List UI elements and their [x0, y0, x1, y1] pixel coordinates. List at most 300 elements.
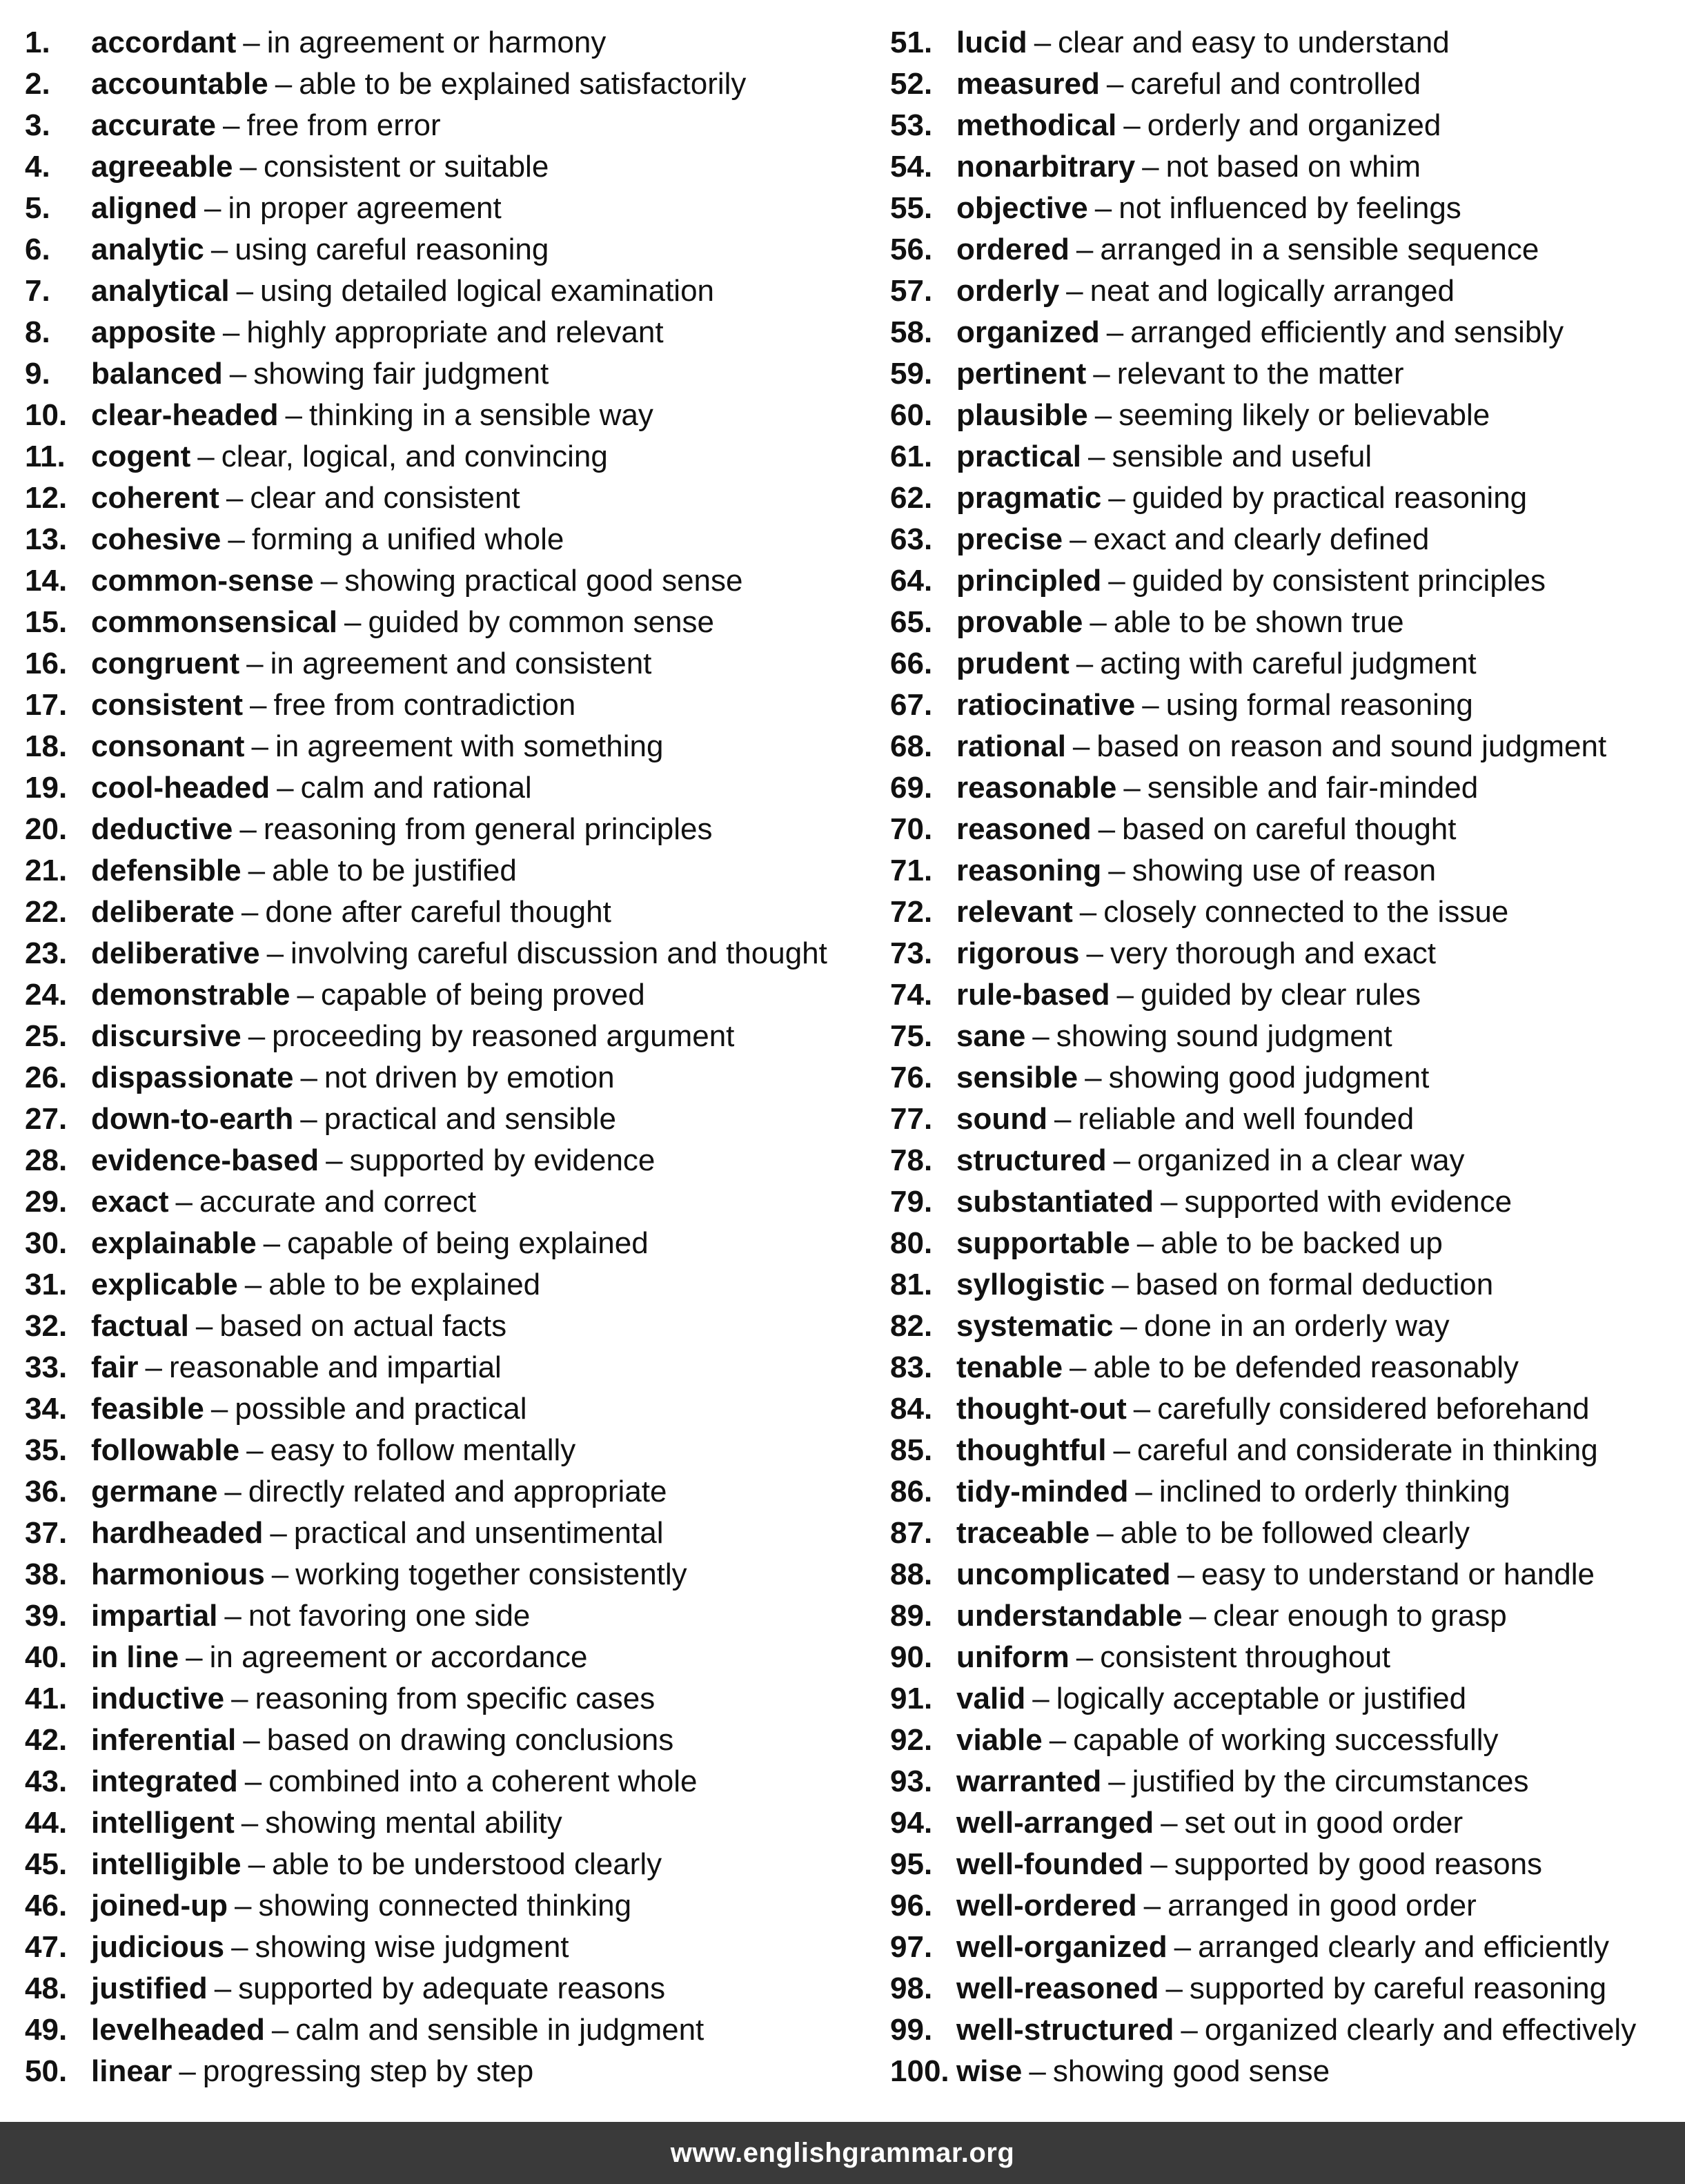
entry-separator: – — [251, 729, 268, 763]
entry-separator: – — [1093, 357, 1110, 391]
entry-separator: – — [1161, 1806, 1178, 1840]
entry-number: 62. — [890, 481, 933, 515]
entry-number: 56. — [890, 233, 933, 266]
list-item — [890, 519, 1677, 560]
entry-separator: – — [243, 1723, 260, 1757]
entry-definition: carefully considered beforehand — [1157, 1392, 1590, 1426]
entry-word: analytical — [91, 274, 230, 308]
entry-definition: practical and unsentimental — [293, 1516, 664, 1550]
entry-word: pragmatic — [956, 481, 1102, 515]
entry-definition: sensible and useful — [1112, 440, 1372, 473]
entry-word: accurate — [91, 108, 217, 142]
entry-word: reasoning — [956, 854, 1102, 887]
entry-word: well-reasoned — [956, 1971, 1159, 2005]
entry-definition: calm and rational — [300, 771, 532, 805]
entry-number: 53. — [890, 108, 933, 142]
entry-definition: involving careful discussion and thought — [290, 936, 827, 970]
list-item — [25, 229, 874, 270]
list-item — [890, 146, 1677, 188]
entry-number: 55. — [890, 191, 933, 225]
entry-definition: not favoring one side — [248, 1599, 531, 1633]
entry-definition: done after careful thought — [265, 895, 611, 929]
entry-separator: – — [197, 440, 215, 473]
entry-word: deliberate — [91, 895, 235, 929]
entry-word: plausible — [956, 398, 1088, 432]
list-item — [890, 2009, 1677, 2051]
entry-word: inferential — [91, 1723, 237, 1757]
list-item — [890, 1099, 1677, 1140]
list-item — [890, 1471, 1677, 1513]
entry-number: 15. — [25, 605, 68, 639]
entry-word: congruent — [91, 647, 240, 680]
entry-number: 83. — [890, 1350, 933, 1384]
entry-separator: – — [263, 1226, 281, 1260]
entry-number: 2. — [25, 67, 50, 101]
list-item — [25, 643, 874, 685]
entry-separator: – — [195, 1309, 213, 1343]
entry-separator: – — [1049, 1723, 1067, 1757]
entry-word: practical — [956, 440, 1081, 473]
entry-number: 90. — [890, 1640, 933, 1674]
list-item — [25, 602, 874, 643]
list-item — [890, 395, 1677, 436]
entry-definition: directly related and appropriate — [248, 1475, 667, 1508]
entry-separator: – — [1076, 1640, 1094, 1674]
entry-word: uniform — [956, 1640, 1070, 1674]
entry-separator: – — [1133, 1392, 1151, 1426]
entry-number: 87. — [890, 1516, 933, 1550]
entry-number: 28. — [25, 1143, 68, 1177]
entry-definition: able to be justified — [272, 854, 517, 887]
entry-word: analytic — [91, 233, 204, 266]
list-item — [25, 395, 874, 436]
entry-word: intelligent — [91, 1806, 235, 1840]
entry-separator: – — [224, 1599, 242, 1633]
entry-number: 80. — [890, 1226, 933, 1260]
entry-number: 6. — [25, 233, 50, 266]
entry-word: feasible — [91, 1392, 204, 1426]
entry-number: 73. — [890, 936, 933, 970]
entry-definition: using detailed logical examination — [260, 274, 715, 308]
entry-word: measured — [956, 67, 1100, 101]
entry-number: 48. — [25, 1971, 68, 2005]
entry-number: 5. — [25, 191, 50, 225]
list-item — [25, 1720, 874, 1761]
list-item — [25, 1595, 874, 1637]
entry-word: sound — [956, 1102, 1047, 1136]
entry-separator: – — [248, 1847, 266, 1881]
list-item — [25, 1678, 874, 1720]
list-item — [890, 1306, 1677, 1347]
entry-number: 47. — [25, 1930, 68, 1964]
list-item — [890, 436, 1677, 478]
list-item — [25, 1554, 874, 1595]
entry-definition: showing fair judgment — [253, 357, 549, 391]
entry-definition: working together consistently — [295, 1557, 687, 1591]
entry-definition: clear, logical, and convincing — [221, 440, 608, 473]
list-item — [890, 643, 1677, 685]
entry-definition: arranged efficiently and sensibly — [1130, 315, 1564, 349]
entry-separator: – — [1123, 108, 1141, 142]
entry-definition: clear and consistent — [250, 481, 520, 515]
entry-word: systematic — [956, 1309, 1114, 1343]
entry-word: uncomplicated — [956, 1557, 1171, 1591]
entry-number: 74. — [890, 978, 933, 1012]
list-item — [890, 1513, 1677, 1554]
entry-separator: – — [1054, 1102, 1072, 1136]
list-item — [25, 1927, 874, 1968]
entry-definition: able to be followed clearly — [1120, 1516, 1470, 1550]
entry-separator: – — [145, 1350, 162, 1384]
entry-separator: – — [271, 1557, 289, 1591]
list-item — [890, 1181, 1677, 1223]
entry-separator: – — [266, 936, 284, 970]
entry-number: 30. — [25, 1226, 68, 1260]
entry-number: 45. — [25, 1847, 68, 1881]
entry-number: 91. — [890, 1682, 933, 1715]
entry-word: linear — [91, 2054, 173, 2088]
list-item — [25, 1181, 874, 1223]
entry-definition: highly appropriate and relevant — [246, 315, 664, 349]
entry-separator: – — [1113, 1143, 1131, 1177]
entry-word: rule-based — [956, 978, 1110, 1012]
entry-word: cohesive — [91, 522, 221, 556]
entry-separator: – — [1085, 1061, 1102, 1094]
entry-number: 10. — [25, 398, 68, 432]
entry-word: justified — [91, 1971, 208, 2005]
entry-definition: showing sound judgment — [1056, 1019, 1392, 1053]
list-item — [25, 1223, 874, 1264]
list-item — [890, 1388, 1677, 1430]
entry-number: 99. — [890, 2013, 933, 2047]
entry-definition: reasoning from general principles — [263, 812, 713, 846]
list-item — [25, 685, 874, 726]
list-item — [890, 1595, 1677, 1637]
entry-definition: based on careful thought — [1122, 812, 1457, 846]
entry-definition: using careful reasoning — [235, 233, 549, 266]
list-item — [25, 2009, 874, 2051]
entry-word: explicable — [91, 1268, 238, 1301]
entry-number: 50. — [25, 2054, 68, 2088]
entry-number: 41. — [25, 1682, 68, 1715]
entry-separator: – — [204, 191, 221, 225]
entry-number: 40. — [25, 1640, 68, 1674]
entry-definition: possible and practical — [235, 1392, 527, 1426]
entry-separator: – — [231, 1682, 248, 1715]
entry-definition: closely connected to the issue — [1103, 895, 1509, 929]
entry-word: deductive — [91, 812, 233, 846]
entry-separator: – — [1066, 274, 1083, 308]
entry-word: intelligible — [91, 1847, 242, 1881]
entry-word: well-ordered — [956, 1889, 1137, 1922]
list-item — [25, 850, 874, 892]
entry-word: factual — [91, 1309, 189, 1343]
entry-separator: – — [300, 1102, 317, 1136]
entry-number: 13. — [25, 522, 68, 556]
entry-number: 92. — [890, 1723, 933, 1757]
entry-separator: – — [1106, 67, 1124, 101]
entry-number: 3. — [25, 108, 50, 142]
entry-word: thought-out — [956, 1392, 1127, 1426]
entry-separator: – — [1032, 1682, 1050, 1715]
list-item — [890, 974, 1677, 1016]
entry-number: 76. — [890, 1061, 933, 1094]
entry-definition: exact and clearly defined — [1093, 522, 1430, 556]
entry-definition: free from error — [246, 108, 441, 142]
entry-number: 78. — [890, 1143, 933, 1177]
entry-word: pertinent — [956, 357, 1087, 391]
entry-word: levelheaded — [91, 2013, 265, 2047]
list-item — [890, 22, 1677, 63]
entry-separator: – — [275, 67, 293, 101]
entry-word: tidy-minded — [956, 1475, 1129, 1508]
entry-word: germane — [91, 1475, 218, 1508]
entry-word: harmonious — [91, 1557, 265, 1591]
entry-number: 39. — [25, 1599, 68, 1633]
list-item — [25, 1637, 874, 1678]
entry-word: commonsensical — [91, 605, 338, 639]
entry-word: dispassionate — [91, 1061, 294, 1094]
entry-separator: – — [248, 1019, 266, 1053]
entry-definition: consistent throughout — [1100, 1640, 1390, 1674]
entry-number: 20. — [25, 812, 68, 846]
entry-separator: – — [231, 1930, 248, 1964]
entry-number: 11. — [25, 440, 66, 473]
entry-word: common-sense — [91, 564, 314, 598]
entry-word: well-organized — [956, 1930, 1167, 1964]
entry-word: sane — [956, 1019, 1026, 1053]
entry-word: syllogistic — [956, 1268, 1105, 1301]
entry-separator: – — [1108, 1764, 1125, 1798]
entry-separator: – — [270, 1516, 287, 1550]
entry-word: in line — [91, 1640, 179, 1674]
entry-definition: supported with evidence — [1184, 1185, 1512, 1219]
entry-word: joined-up — [91, 1889, 228, 1922]
entry-definition: justified by the circumstances — [1132, 1764, 1529, 1798]
entry-number: 85. — [890, 1433, 933, 1467]
entry-definition: organized clearly and effectively — [1204, 2013, 1637, 2047]
entry-number: 57. — [890, 274, 933, 308]
entry-separator: – — [248, 854, 266, 887]
entry-word: supportable — [956, 1226, 1130, 1260]
entry-word: lucid — [956, 26, 1027, 59]
list-item — [25, 146, 874, 188]
entry-number: 16. — [25, 647, 68, 680]
entry-word: tenable — [956, 1350, 1063, 1384]
entry-word: demonstrable — [91, 978, 290, 1012]
list-item — [25, 767, 874, 809]
entry-definition: guided by common sense — [368, 605, 714, 639]
list-item — [890, 1554, 1677, 1595]
entry-definition: based on formal deduction — [1135, 1268, 1494, 1301]
list-item — [25, 974, 874, 1016]
entry-number: 49. — [25, 2013, 68, 2047]
list-item — [890, 685, 1677, 726]
entry-separator: – — [239, 150, 257, 184]
entry-number: 44. — [25, 1806, 68, 1840]
entry-definition: organized in a clear way — [1137, 1143, 1465, 1177]
entry-word: well-founded — [956, 1847, 1144, 1881]
entry-word: methodical — [956, 108, 1117, 142]
entry-definition: logically acceptable or justified — [1056, 1682, 1467, 1715]
entry-separator: – — [300, 1061, 317, 1094]
entry-number: 89. — [890, 1599, 933, 1633]
entry-separator: – — [1123, 771, 1141, 805]
list-item — [890, 933, 1677, 974]
entry-number: 97. — [890, 1930, 933, 1964]
entry-definition: capable of being proved — [321, 978, 645, 1012]
entry-separator: – — [320, 564, 338, 598]
list-item — [25, 63, 874, 105]
list-item — [890, 1720, 1677, 1761]
entry-word: reasoned — [956, 812, 1092, 846]
entry-number: 69. — [890, 771, 933, 805]
entry-number: 77. — [890, 1102, 933, 1136]
list-item — [890, 1927, 1677, 1968]
entry-separator: – — [244, 1764, 262, 1798]
entry-word: traceable — [956, 1516, 1090, 1550]
entry-definition: in proper agreement — [228, 191, 502, 225]
list-item — [25, 1140, 874, 1181]
entry-separator: – — [277, 771, 294, 805]
entry-separator: – — [214, 1971, 232, 2005]
entry-number: 63. — [890, 522, 933, 556]
entry-separator: – — [236, 274, 254, 308]
entry-number: 42. — [25, 1723, 68, 1757]
list-item — [890, 270, 1677, 312]
list-item — [890, 1678, 1677, 1720]
word-list — [0, 22, 1685, 2092]
list-item — [890, 602, 1677, 643]
entry-word: ratiocinative — [956, 688, 1136, 722]
entry-word: exact — [91, 1185, 169, 1219]
entry-separator: – — [1070, 522, 1087, 556]
entry-separator: – — [210, 1392, 228, 1426]
entry-number: 21. — [25, 854, 68, 887]
list-item — [890, 1637, 1677, 1678]
entry-word: explainable — [91, 1226, 257, 1260]
entry-definition: forming a unified whole — [251, 522, 564, 556]
entry-definition: not influenced by feelings — [1119, 191, 1461, 225]
entry-word: down-to-earth — [91, 1102, 294, 1136]
entry-number: 14. — [25, 564, 68, 598]
entry-separator: – — [1094, 398, 1112, 432]
entry-number: 59. — [890, 357, 933, 391]
entry-number: 72. — [890, 895, 933, 929]
entry-separator: – — [228, 522, 245, 556]
entry-separator: – — [246, 1433, 264, 1467]
entry-number: 71. — [890, 854, 933, 887]
entry-separator: – — [285, 398, 302, 432]
entry-word: sensible — [956, 1061, 1078, 1094]
entry-number: 66. — [890, 647, 933, 680]
entry-separator: – — [1086, 936, 1103, 970]
entry-word: viable — [956, 1723, 1043, 1757]
entry-word: cogent — [91, 440, 191, 473]
entry-number: 64. — [890, 564, 933, 598]
entry-definition: not driven by emotion — [324, 1061, 615, 1094]
entry-number: 67. — [890, 688, 933, 722]
entry-definition: consistent or suitable — [263, 150, 549, 184]
entry-separator: – — [234, 1889, 252, 1922]
entry-definition: showing use of reason — [1132, 854, 1437, 887]
entry-word: relevant — [956, 895, 1073, 929]
entry-word: coherent — [91, 481, 219, 515]
list-item — [25, 105, 874, 146]
entry-word: clear-headed — [91, 398, 279, 432]
entry-separator: – — [1143, 1889, 1161, 1922]
entry-word: evidence-based — [91, 1143, 319, 1177]
entry-definition: in agreement with something — [275, 729, 664, 763]
entry-definition: easy to follow mentally — [270, 1433, 576, 1467]
list-item — [25, 1057, 874, 1099]
list-item — [25, 1471, 874, 1513]
entry-number: 82. — [890, 1309, 933, 1343]
entry-definition: calm and sensible in judgment — [295, 2013, 704, 2047]
entry-definition: showing good judgment — [1108, 1061, 1430, 1094]
entry-definition: guided by practical reasoning — [1132, 481, 1528, 515]
entry-definition: not based on whim — [1165, 150, 1421, 184]
entry-word: aligned — [91, 191, 198, 225]
list-item — [890, 1140, 1677, 1181]
entry-definition: supported by adequate reasons — [238, 1971, 666, 2005]
entry-definition: showing good sense — [1052, 2054, 1330, 2088]
entry-definition: showing wise judgment — [255, 1930, 569, 1964]
entry-separator: – — [1072, 729, 1090, 763]
footer-url[interactable]: www.englishgrammar.org — [670, 2137, 1015, 2168]
list-item — [25, 2051, 874, 2092]
entry-number: 34. — [25, 1392, 68, 1426]
entry-separator: – — [1106, 315, 1124, 349]
entry-definition: showing mental ability — [265, 1806, 562, 1840]
entry-definition: careful and considerate in thinking — [1136, 1433, 1598, 1467]
entry-separator: – — [1136, 1226, 1154, 1260]
entry-number: 94. — [890, 1806, 933, 1840]
list-item — [890, 105, 1677, 146]
list-item — [25, 478, 874, 519]
entry-number: 60. — [890, 398, 933, 432]
entry-separator: – — [1108, 854, 1125, 887]
entry-separator: – — [1174, 1930, 1192, 1964]
entry-separator: – — [241, 1806, 259, 1840]
entry-separator: – — [1189, 1599, 1207, 1633]
list-item — [25, 270, 874, 312]
entry-number: 46. — [25, 1889, 68, 1922]
list-item — [25, 1264, 874, 1306]
entry-definition: able to be defended reasonably — [1093, 1350, 1519, 1384]
list-item — [25, 436, 874, 478]
entry-definition: in agreement or harmony — [266, 26, 607, 59]
entry-definition: combined into a coherent whole — [268, 1764, 698, 1798]
list-item — [25, 1016, 874, 1057]
entry-word: orderly — [956, 274, 1060, 308]
list-item — [890, 1016, 1677, 1057]
entry-word: organized — [956, 315, 1100, 349]
entry-separator: – — [271, 2013, 289, 2047]
list-item — [890, 312, 1677, 353]
list-item — [890, 188, 1677, 229]
entry-separator: – — [1108, 481, 1125, 515]
list-item — [890, 1968, 1677, 2009]
entry-definition: accurate and correct — [199, 1185, 477, 1219]
entry-word: inductive — [91, 1682, 225, 1715]
entry-word: well-structured — [956, 2013, 1174, 2047]
list-item — [890, 2051, 1677, 2092]
entry-separator: – — [1177, 1557, 1194, 1591]
entry-word: principled — [956, 564, 1102, 598]
list-item — [25, 1347, 874, 1388]
entry-definition: seeming likely or believable — [1119, 398, 1490, 432]
